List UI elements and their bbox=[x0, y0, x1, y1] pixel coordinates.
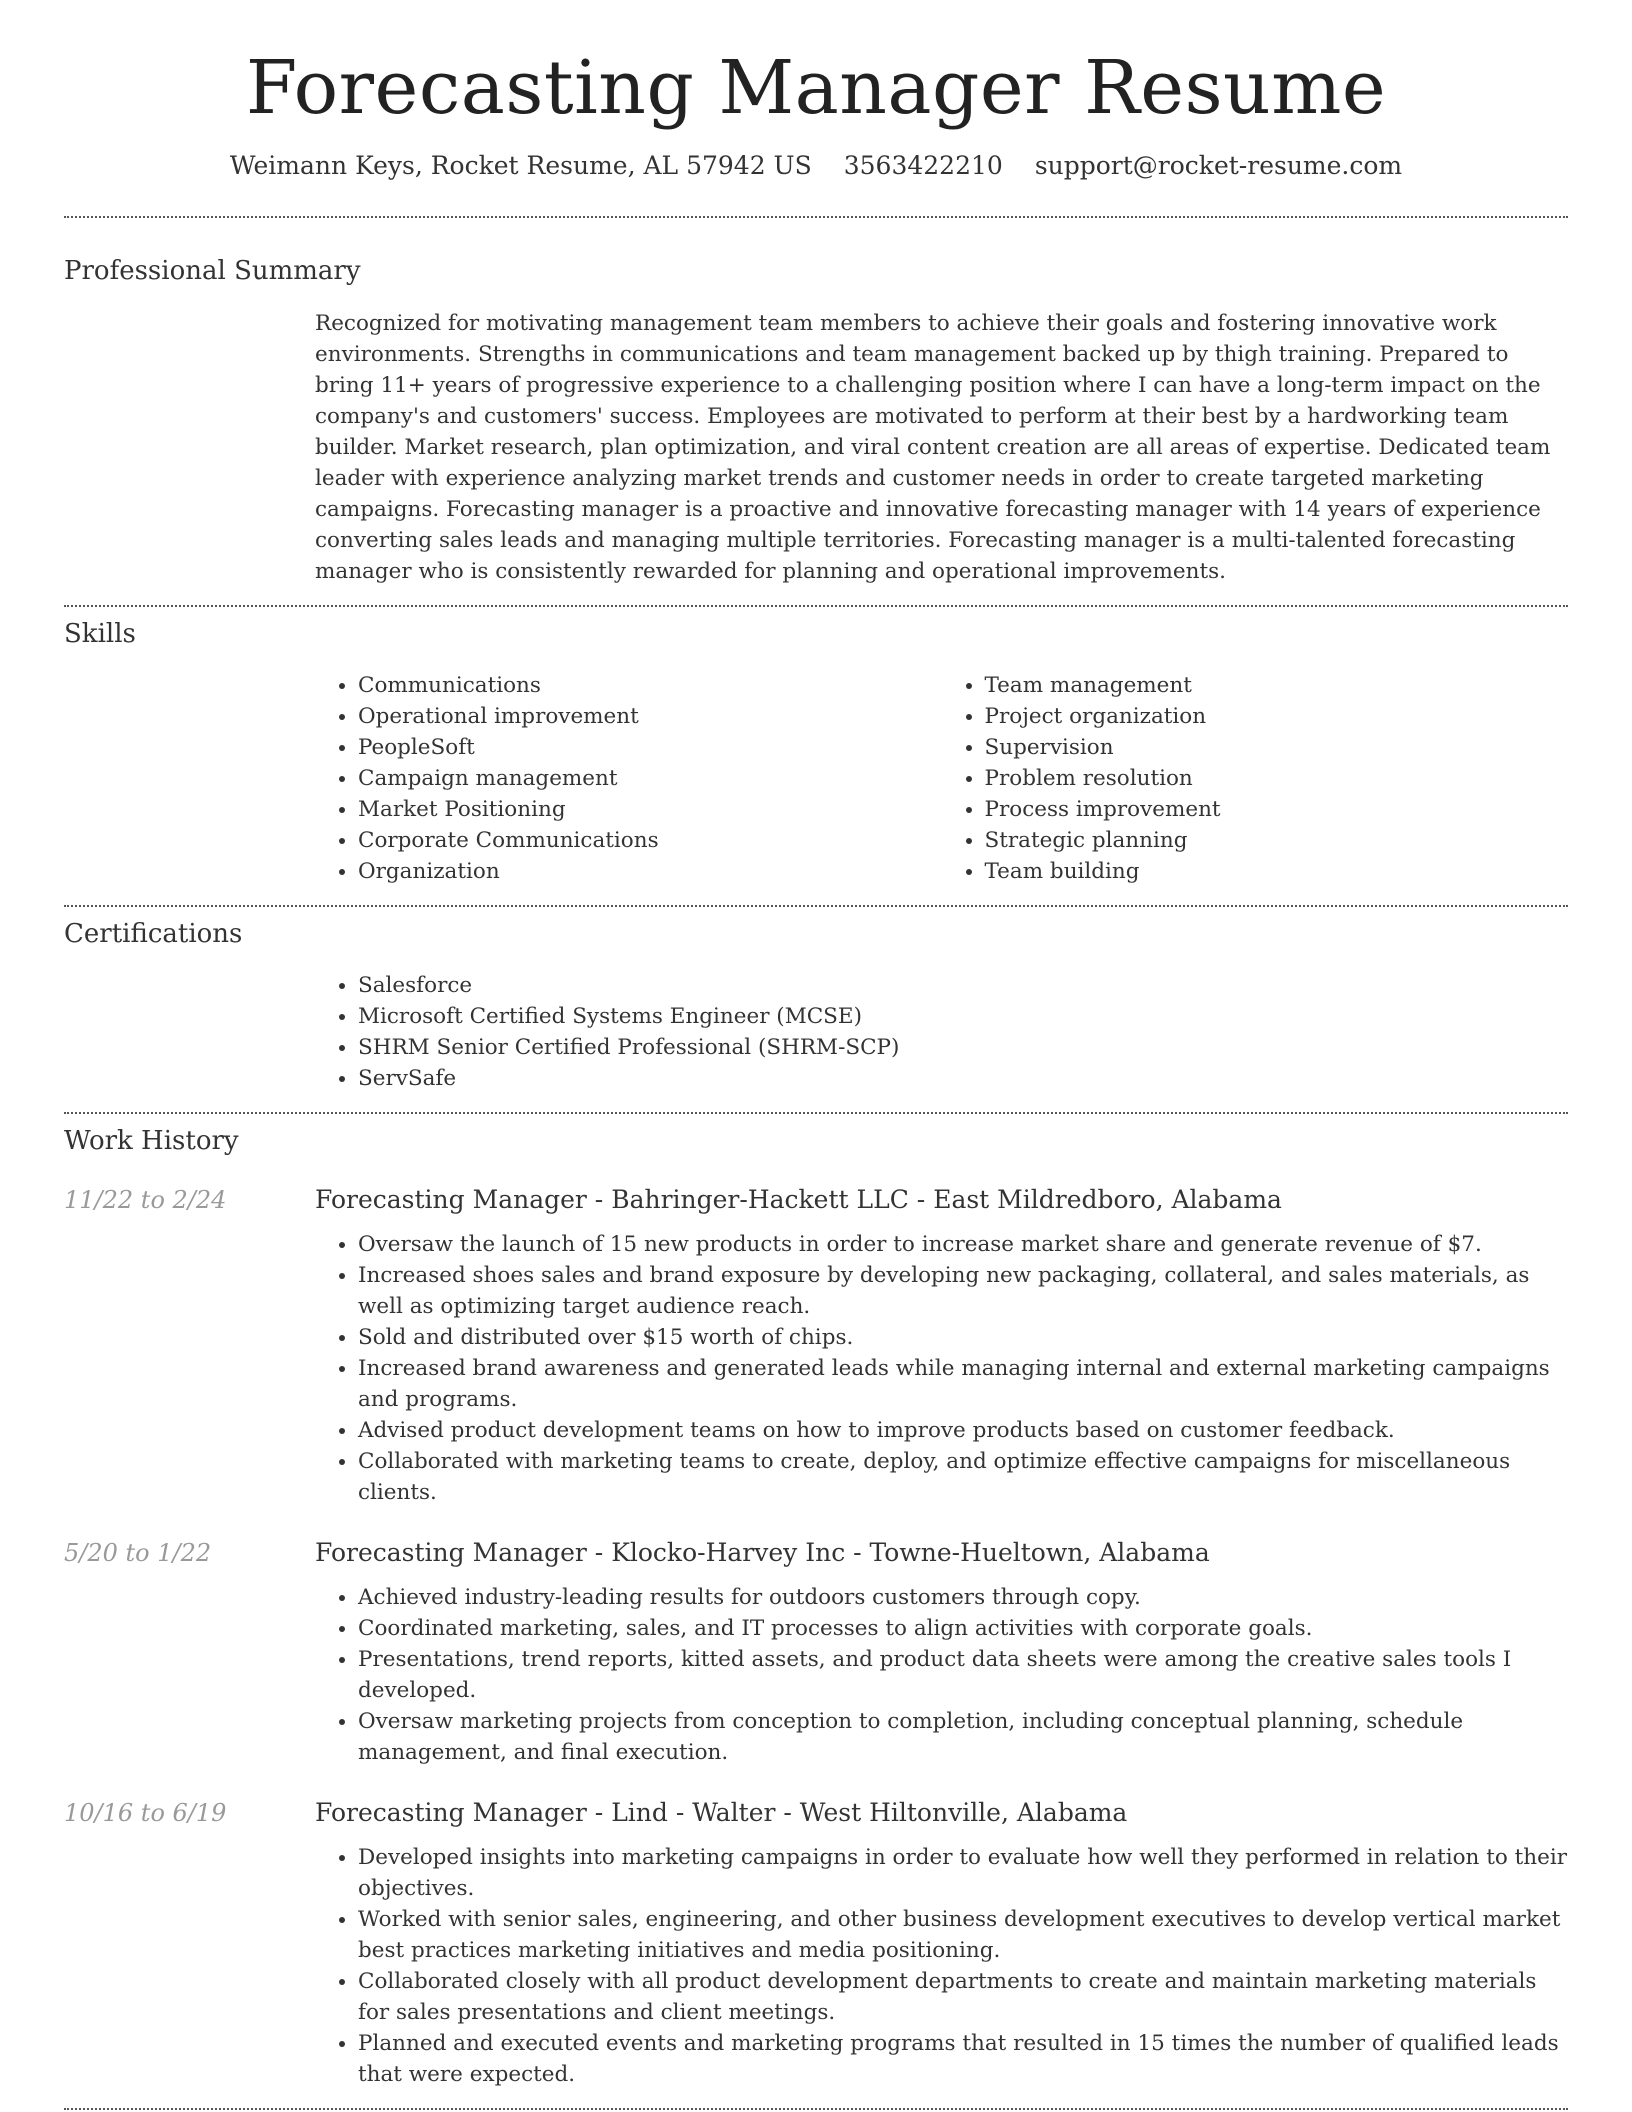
skills-section bbox=[0, 607, 1632, 905]
list-item: • Team management bbox=[985, 670, 1569, 701]
list-item: • Operational improvement bbox=[358, 701, 942, 732]
list-item: • Organization bbox=[358, 856, 942, 887]
job-dates: 10/16 to 6/19 bbox=[64, 1799, 227, 1828]
list-item: • ServSafe bbox=[358, 1063, 1568, 1094]
summary-section bbox=[0, 218, 1632, 604]
list-item: • Campaign management bbox=[358, 763, 942, 794]
list-item: • Collaborated with marketing teams to create, deploy, and optimize effective campaigns for miscellaneous clients. bbox=[358, 1446, 1568, 1508]
job-entry bbox=[64, 1183, 1568, 1508]
certifications-list bbox=[315, 970, 1568, 1094]
skills-columns bbox=[315, 650, 1568, 905]
list-item: • Collaborated closely with all product development departments to create and maintain marketing materials for sales presentations and client meetings. bbox=[358, 1966, 1568, 2028]
list-item: • Oversaw the launch of 15 new products in order to increase market share and generate revenue of $7. bbox=[358, 1229, 1568, 1260]
list-item: • Problem resolution bbox=[985, 763, 1569, 794]
work-history-section bbox=[0, 1114, 1632, 2090]
section-divider bbox=[64, 2108, 1568, 2110]
list-item: • Achieved industry-leading results for outdoors customers through copy. bbox=[358, 1582, 1568, 1613]
list-item: • Communications bbox=[358, 670, 942, 701]
job-entry bbox=[64, 1536, 1568, 1768]
list-item: • Advised product development teams on how to improve products based on customer feedback. bbox=[358, 1415, 1568, 1446]
section-heading-certifications: Certifications bbox=[64, 918, 243, 949]
section-heading-summary: Professional Summary bbox=[64, 256, 361, 287]
certifications-section bbox=[0, 907, 1632, 1112]
contact-address: Weimann Keys, Rocket Resume, AL 57942 US bbox=[229, 151, 812, 181]
certifications-body bbox=[315, 950, 1568, 1112]
job-bullets bbox=[315, 1842, 1568, 2090]
skills-list-right bbox=[942, 670, 1569, 887]
job-bullets bbox=[315, 1229, 1568, 1508]
list-item: • Strategic planning bbox=[985, 825, 1569, 856]
job-title: Forecasting Manager - Lind - Walter - West Hiltonville, Alabama bbox=[315, 1798, 1128, 1828]
list-item: • Worked with senior sales, engineering, and other business development executives to develop vertical market best practices marketing initiatives and media positioning. bbox=[358, 1904, 1568, 1966]
job-bullets bbox=[315, 1582, 1568, 1768]
list-item: • Developed insights into marketing campaigns in order to evaluate how well they performed in relation to their objectives. bbox=[358, 1842, 1568, 1904]
summary-text: Recognized for motivating management team members to achieve their goals and fostering innovative work environments. Strengths in communications and team management backed up by thigh training. Prepared to bring 11+ years of progressive experience to a challenging position where I can have a long-term impact on the company's and customers' success. Employees are motivated to perform at their best by a hardworking team builder. Market research, plan optimization, and viral content creation are all areas of expertise. Dedicated team leader with experience analyzing market trends and customer needs in order to create targeted marketing campaigns. Forecasting manager is a proactive and innovative forecasting manager with 14 years of experience converting sales leads and managing multiple territories. Forecasting manager is a multi-talented forecasting manager who is consistently rewarded for planning and operational improvements. bbox=[315, 310, 1551, 584]
contact-info bbox=[0, 151, 1632, 180]
section-heading-work-history: Work History bbox=[64, 1125, 239, 1156]
resume-header bbox=[0, 0, 1632, 180]
list-item: • Presentations, trend reports, kitted assets, and product data sheets were among the creative sales tools I developed. bbox=[358, 1644, 1568, 1706]
list-item: • PeopleSoft bbox=[358, 732, 942, 763]
list-item: • Planned and executed events and marketing programs that resulted in 15 times the number of qualified leads that were expected. bbox=[358, 2028, 1568, 2090]
job-details bbox=[315, 1796, 1568, 2090]
job-entry bbox=[64, 1796, 1568, 2090]
contact-phone: 3563422210 bbox=[843, 151, 1003, 181]
job-dates: 5/20 to 1/22 bbox=[64, 1539, 212, 1568]
page-title: Forecasting Manager Resume bbox=[245, 45, 1387, 131]
job-details bbox=[315, 1183, 1568, 1508]
list-item: • Process improvement bbox=[985, 794, 1569, 825]
list-item: • Salesforce bbox=[358, 970, 1568, 1001]
list-item: • SHRM Senior Certified Professional (SHRM-SCP) bbox=[358, 1032, 1568, 1063]
list-item: • Coordinated marketing, sales, and IT processes to align activities with corporate goals. bbox=[358, 1613, 1568, 1644]
job-title: Forecasting Manager - Klocko-Harvey Inc - Towne-Hueltown, Alabama bbox=[315, 1538, 1210, 1568]
list-item: • Team building bbox=[985, 856, 1569, 887]
list-item: • Supervision bbox=[985, 732, 1569, 763]
job-details bbox=[315, 1536, 1568, 1768]
job-dates: 11/22 to 2/24 bbox=[64, 1186, 227, 1215]
section-heading-skills: Skills bbox=[64, 618, 136, 649]
list-item: • Market Positioning bbox=[358, 794, 942, 825]
list-item: • Sold and distributed over $15 worth of chips. bbox=[358, 1322, 1568, 1353]
list-item: • Corporate Communications bbox=[358, 825, 942, 856]
job-title: Forecasting Manager - Bahringer-Hackett LLC - East Mildredboro, Alabama bbox=[315, 1185, 1282, 1215]
contact-email: support@rocket-resume.com bbox=[1034, 151, 1403, 181]
skills-list-left bbox=[315, 670, 942, 887]
list-item: • Increased brand awareness and generated leads while managing internal and external marketing campaigns and programs. bbox=[358, 1353, 1568, 1415]
list-item: • Microsoft Certified Systems Engineer (MCSE) bbox=[358, 1001, 1568, 1032]
list-item: • Oversaw marketing projects from conception to completion, including conceptual planning, schedule management, and final execution. bbox=[358, 1706, 1568, 1768]
list-item: • Increased shoes sales and brand exposure by developing new packaging, collateral, and sales materials, as well as optimizing target audience reach. bbox=[358, 1260, 1568, 1322]
list-item: • Project organization bbox=[985, 701, 1569, 732]
